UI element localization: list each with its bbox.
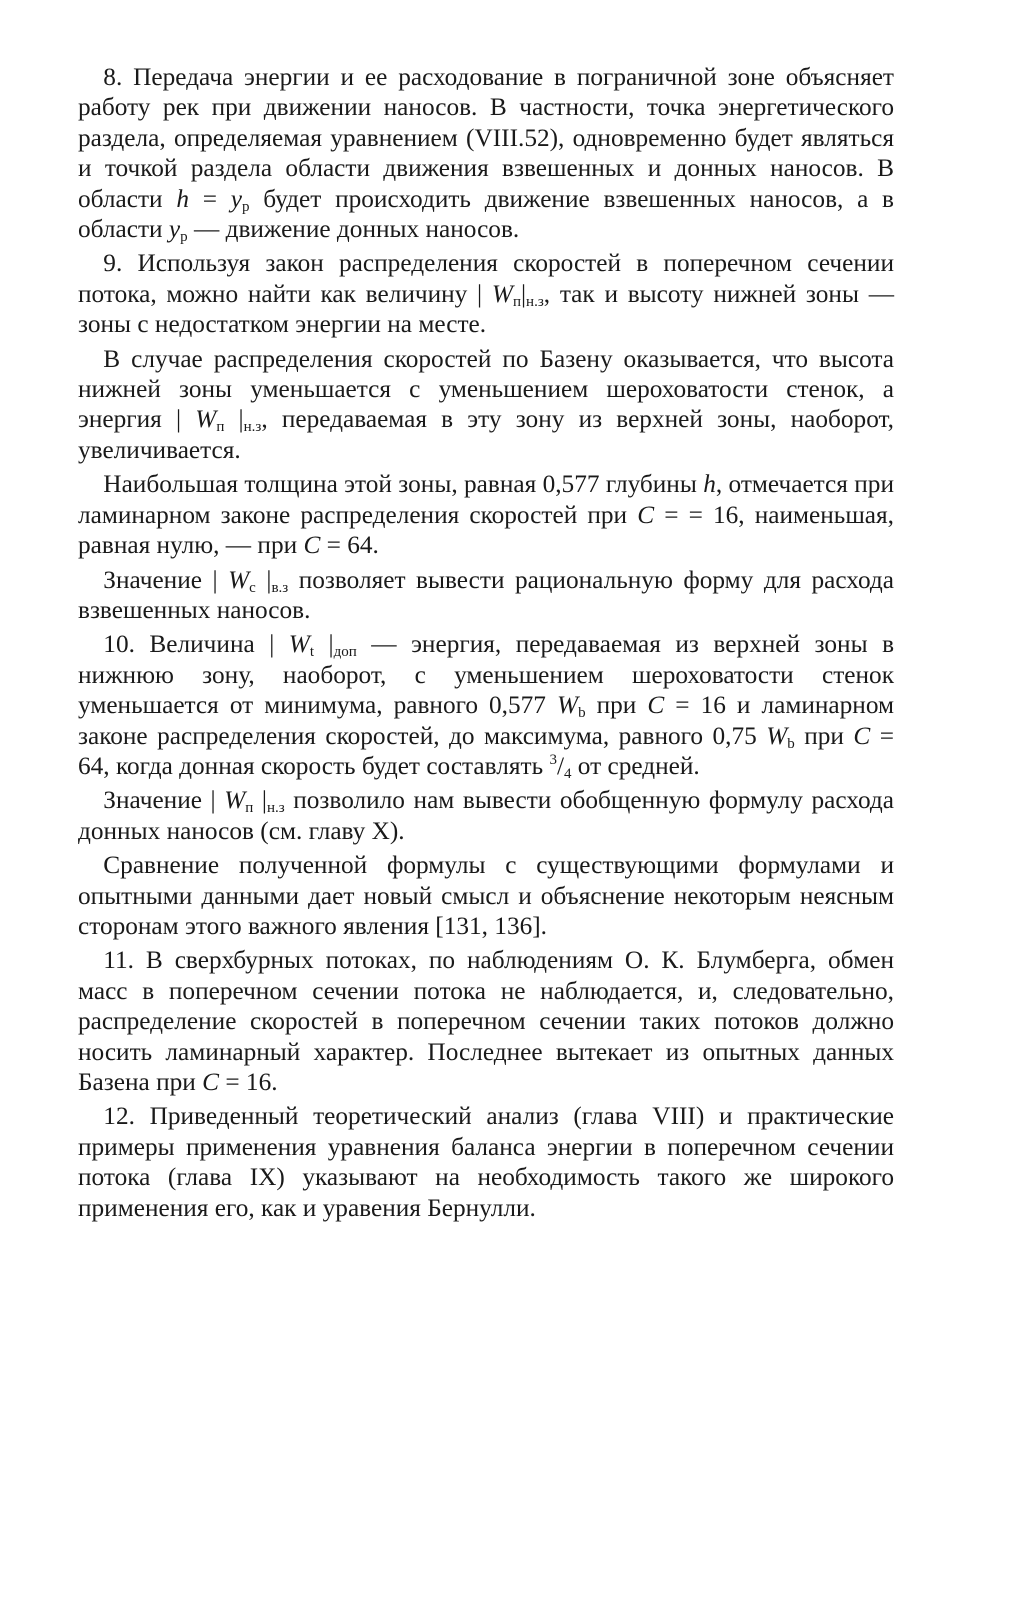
paragraph-9-suspended	[78, 565, 894, 626]
math-subscript: доп	[333, 644, 357, 661]
math-subscript: н.з	[266, 800, 285, 817]
math-symbol: y	[168, 215, 181, 244]
text-run: 9. Используя закон распределения скоростей в поперечном сечении потока, можно найти как величину |	[78, 249, 894, 308]
fraction-numerator: 3	[549, 751, 557, 768]
text-run: = 16.	[219, 1068, 278, 1096]
math-subscript: с	[249, 579, 256, 596]
paragraph-10-bedload	[78, 785, 894, 846]
text-run: при	[585, 691, 648, 720]
text-run: 12. Приведенный теоретический анализ (глава VIII) и практические примеры применения уравнения баланса энергии в поперечном сечении потока (глава IX) указывают на необходимость такого же широкого применения его, как и уравения Бернулли.	[78, 1102, 894, 1222]
math-symbol: C	[647, 691, 665, 720]
math-subscript: п	[216, 419, 225, 436]
text-run: Значение |	[103, 786, 225, 815]
paragraph-9-bazin	[78, 344, 894, 466]
math-subscript: р	[180, 229, 188, 246]
math-symbol: C	[202, 1068, 219, 1096]
math-symbol: h	[176, 184, 189, 213]
text-run: будет происходить движение взвешенных наносов, а в области	[78, 184, 894, 244]
math-symbol: W	[224, 786, 246, 815]
math-subscript: н.з	[526, 293, 544, 310]
text-run: 8. Передача энергии и ее расходование в пограничной зоне объясняет работу рек при движении наносов. В частности, точка энергетического раздела, определяемая уравнением (VIII.52), одновременно будет являться и точкой раздела области движения взвешенных и донных наносов. В области	[78, 63, 894, 213]
math-symbol: W	[195, 405, 217, 434]
text-run: Наибольшая толщина этой зоны, равная 0,577 глубины	[103, 470, 704, 499]
text-run: , так и высоту нижней зоны — зоны с недостатком энергии на месте.	[78, 279, 894, 339]
text-run: Сравнение полученной формулы с существующими формулами и опытными данными дает новый смысл и объяснение некоторым неясным сторонам этого важного явления [131, 136].	[78, 851, 894, 940]
math-subscript: п	[245, 800, 254, 817]
text-run: 10. Величина |	[103, 630, 289, 659]
fraction-denominator: 4	[563, 765, 572, 782]
math-subscript: н.з	[243, 419, 262, 436]
math-subscript: b	[578, 705, 586, 722]
text-run: |	[224, 405, 244, 434]
math-symbol: C	[303, 531, 321, 560]
math-symbol: W	[491, 279, 513, 308]
text-run: = 16 и ламинарном законе распределения скоростей, до максимума, равного 0,75	[78, 691, 894, 750]
fraction-slash: /	[556, 751, 564, 780]
paragraph-9	[78, 248, 894, 339]
text-run: — движение донных наносов.	[187, 215, 520, 244]
text-run: от средней.	[571, 751, 700, 780]
paragraph-11	[78, 945, 894, 1097]
math-symbol: W	[288, 630, 310, 659]
text-run: |	[253, 786, 267, 815]
document-page	[78, 62, 894, 1223]
math-subscript: t	[309, 644, 315, 661]
text-run: позволило нам вывести обобщенную формулу расхода донных наносов (см. главу X).	[78, 786, 894, 845]
text-run: |	[255, 565, 272, 594]
text-run: при	[794, 721, 854, 750]
text-run: 11. В сверхбурных потоках, по наблюдениям О. К. Блумберга, обмен масс в поперечном сечении потока не наблюдается, и, следовательно, распределение скоростей в поперечном сечении таких потоков должно носить ламинарный характер. Последнее вытекает из опытных данных Базена при	[78, 946, 894, 1096]
text-run: В случае распределения скоростей по Базену оказывается, что высота нижней зоны уменьшается с уменьшением шероховатости стенок, а энергия |	[78, 344, 894, 434]
text-run: = 64.	[320, 531, 379, 560]
text-run: позволяет вывести рациональную форму для расхода взвешенных наносов.	[78, 565, 894, 624]
math-symbol: y	[230, 184, 242, 213]
text-run: |	[520, 279, 527, 308]
math-subscript: п	[512, 293, 521, 310]
math-symbol: C	[853, 721, 871, 750]
math-symbol: W	[556, 691, 579, 720]
math-subscript: р	[241, 198, 250, 215]
paragraph-10	[78, 629, 894, 781]
paragraph-12	[78, 1101, 894, 1223]
math-symbol: C	[637, 500, 655, 529]
text-run: = 64, когда донная скорость будет составлять	[78, 721, 894, 780]
math-symbol: W	[766, 721, 788, 750]
math-symbol: W	[228, 565, 250, 594]
text-run: |	[314, 630, 334, 659]
text-run: Значение |	[103, 565, 229, 594]
paragraph-8	[78, 62, 894, 244]
text-run: , передаваемая в эту зону из верхней зоны, наоборот, увеличивается.	[78, 405, 894, 464]
paragraph-10-comparison	[78, 850, 894, 941]
text-run: = = 16, наименьшая, равная нулю, — при	[78, 500, 894, 560]
math-subscript: b	[787, 735, 795, 752]
paragraph-9-thickness	[78, 469, 894, 560]
math-symbol: h	[703, 470, 716, 499]
text-run: , отмечается при ламинарном законе распределения скоростей при	[78, 470, 894, 529]
text-run: =	[188, 184, 231, 213]
text-run: — энергия, передаваемая из верхней зоны в нижнюю зону, наоборот, с уменьшением шероховатости стенок уменьшается от минимума, равного 0,577	[78, 630, 895, 720]
math-subscript: в.з	[271, 579, 289, 596]
